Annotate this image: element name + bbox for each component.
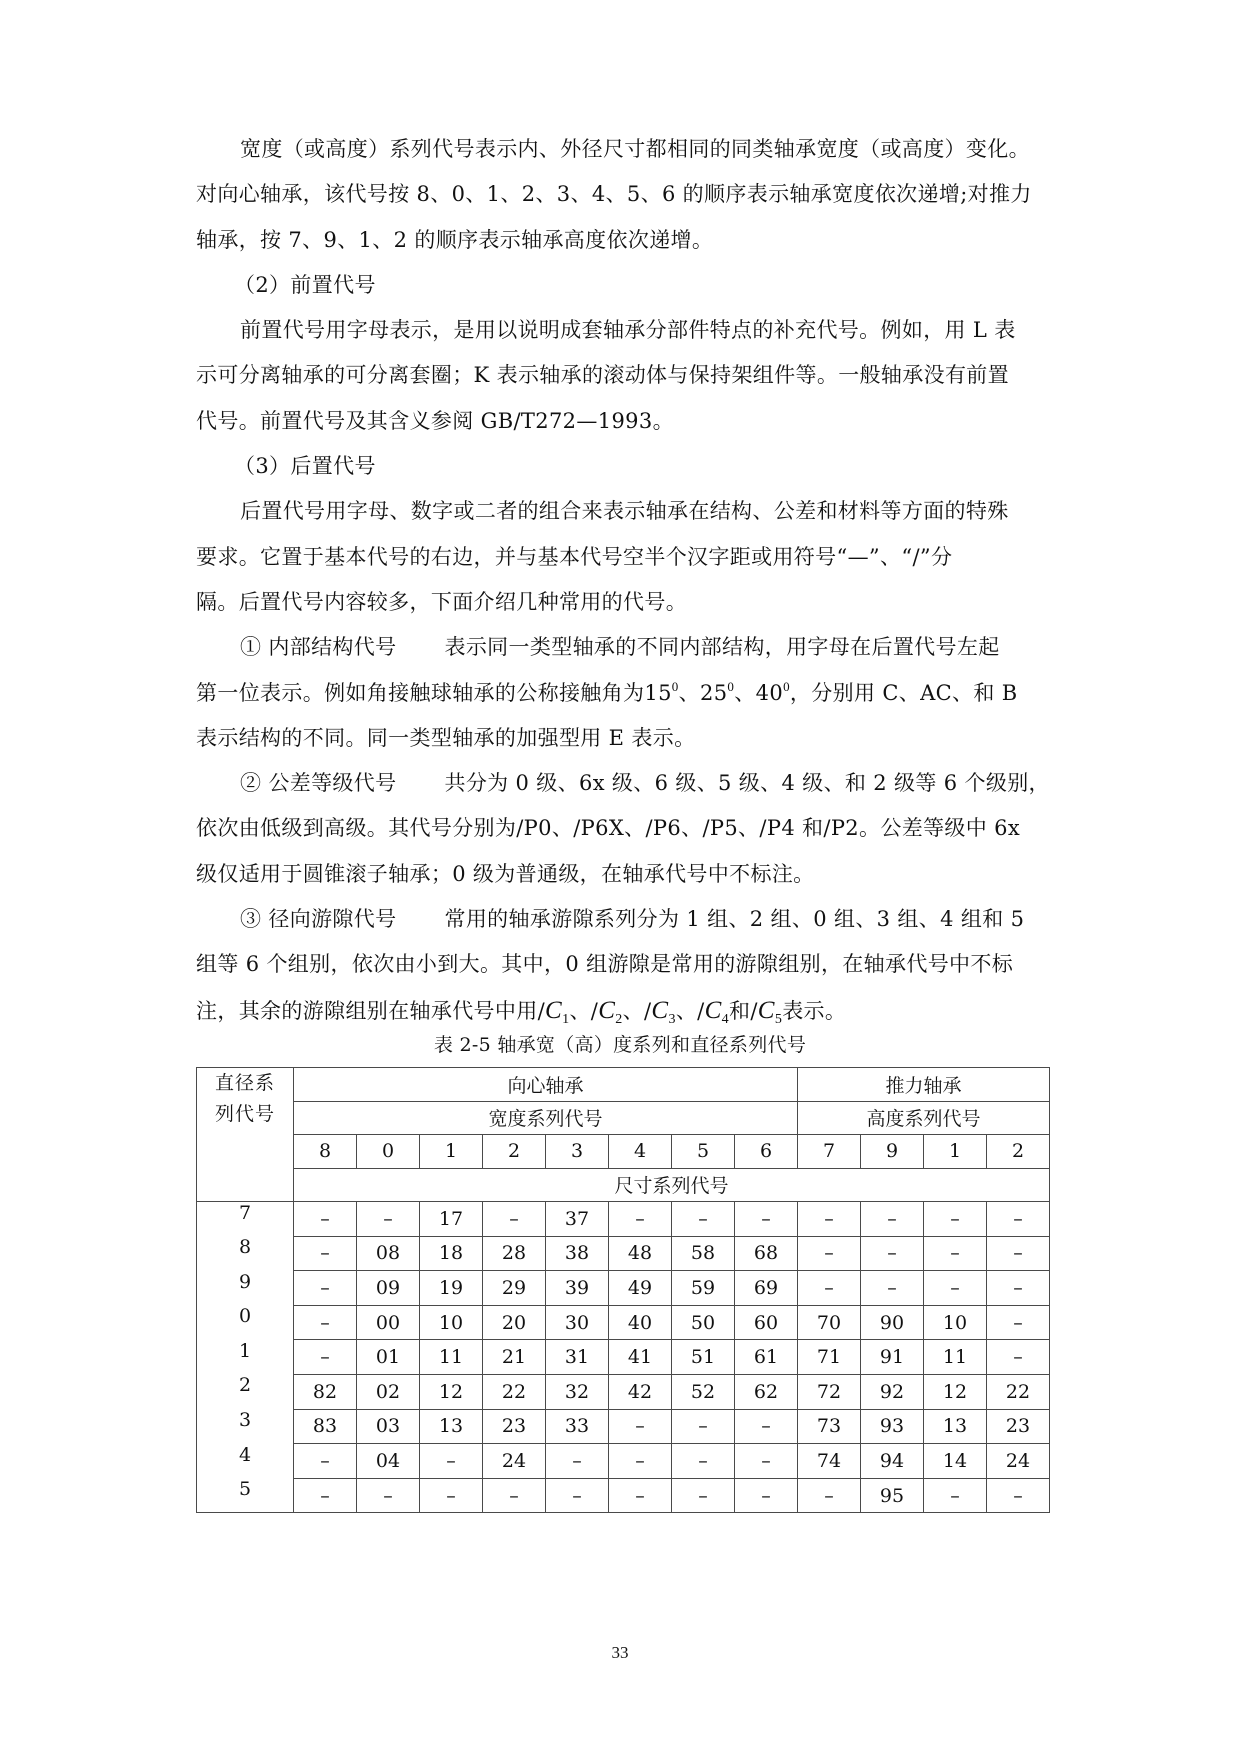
group-header-radial: 向心轴承 xyxy=(294,1068,798,1102)
size-series-cell: – xyxy=(987,1236,1050,1271)
size-series-cell: 49 xyxy=(609,1271,672,1306)
item-tolerance-line-1 xyxy=(196,761,1114,806)
separator: 、 xyxy=(734,680,756,705)
size-series-cell: 58 xyxy=(672,1236,735,1271)
size-series-cell: – xyxy=(798,1236,861,1271)
diameter-series-cell: 7 xyxy=(197,1202,294,1237)
size-series-cell: 04 xyxy=(357,1444,420,1479)
size-series-cell: – xyxy=(798,1478,861,1513)
item-clearance-line-3 xyxy=(196,988,1114,1033)
paragraph-width-series-line-1: 宽度（或高度）系列代号表示内、外径尺寸都相同的同类轴承宽度（或高度）变化。 xyxy=(240,137,1030,161)
size-series-cell: 13 xyxy=(924,1409,987,1444)
size-series-cell: 12 xyxy=(924,1374,987,1409)
size-series-cell: 42 xyxy=(609,1374,672,1409)
angle-40: 40 xyxy=(755,680,784,705)
item-clearance-text: 常用的轴承游隙系列分为 1 组、2 组、0 组、3 组、4 组和 5 xyxy=(444,907,1025,932)
code-slash: / xyxy=(697,998,705,1023)
code-subscript: 5 xyxy=(774,1011,783,1027)
angle-25: 25 xyxy=(700,680,728,705)
corner-header-cell xyxy=(197,1068,294,1202)
size-series-cell: – xyxy=(609,1409,672,1444)
code-letter: C xyxy=(704,996,722,1024)
size-series-cell: 92 xyxy=(861,1374,924,1409)
size-series-cell: 83 xyxy=(294,1409,357,1444)
size-series-cell: – xyxy=(609,1202,672,1237)
diameter-series-cell: 2 xyxy=(197,1374,294,1409)
size-series-cell: – xyxy=(357,1478,420,1513)
size-series-cell: – xyxy=(546,1444,609,1479)
code-slash: / xyxy=(590,998,599,1023)
size-series-cell: – xyxy=(987,1305,1050,1340)
table-row xyxy=(197,1409,1050,1444)
size-series-cell: 00 xyxy=(357,1305,420,1340)
paragraph-suffix-line-3: 隔。后置代号内容较多，下面介绍几种常用的代号。 xyxy=(196,589,688,614)
size-series-cell: 24 xyxy=(987,1444,1050,1479)
code-letter: C xyxy=(757,996,775,1024)
size-series-cell: 48 xyxy=(609,1236,672,1271)
size-series-cell: 20 xyxy=(483,1305,546,1340)
height-code-cell: 2 xyxy=(987,1135,1050,1169)
size-series-cell: – xyxy=(924,1236,987,1271)
clearance-code-c xyxy=(598,996,623,1027)
size-series-cell: – xyxy=(798,1271,861,1306)
size-series-cell: – xyxy=(294,1478,357,1513)
height-code-cell: 7 xyxy=(798,1135,861,1169)
size-series-cell: 21 xyxy=(483,1340,546,1375)
item-tolerance-line-3: 级仅适用于圆锥滚子轴承；0 级为普通级，在轴承代号中不标注。 xyxy=(196,861,815,886)
item-tolerance-text: 共分为 0 级、6x 级、6 级、5 级、4 级、和 2 级等 6 个级别， xyxy=(444,771,1050,796)
item-internal-structure-label: ① 内部结构代号 xyxy=(240,635,397,660)
size-series-cell: – xyxy=(987,1340,1050,1375)
size-series-cell: 23 xyxy=(987,1409,1050,1444)
code-letter: C xyxy=(545,996,563,1024)
item-clearance-text-b: 表示。 xyxy=(782,998,847,1023)
corner-label-line: 直径系 xyxy=(214,1072,275,1094)
width-code-cell: 2 xyxy=(483,1135,546,1169)
table-row xyxy=(197,1478,1050,1513)
code-slash: / xyxy=(750,998,758,1023)
diameter-series-cell: 4 xyxy=(197,1444,294,1479)
angle-15: 15 xyxy=(644,680,672,705)
width-code-cell: 6 xyxy=(735,1135,798,1169)
size-series-cell: – xyxy=(294,1305,357,1340)
size-series-cell: 59 xyxy=(672,1271,735,1306)
size-series-cell: 03 xyxy=(357,1409,420,1444)
diameter-series-cell: 3 xyxy=(197,1409,294,1444)
size-series-cell: 60 xyxy=(735,1305,798,1340)
section-heading-suffix: （3）后置代号 xyxy=(234,454,376,479)
size-series-cell: 17 xyxy=(420,1202,483,1237)
clearance-code-c xyxy=(757,996,783,1027)
paragraph-suffix-line-2: 要求。它置于基本代号的右边，并与基本代号空半个汉字距或用符号“—”、“/”分 xyxy=(196,544,953,569)
size-series-cell: – xyxy=(735,1444,798,1479)
size-series-cell: 38 xyxy=(546,1236,609,1271)
size-series-cell: 51 xyxy=(672,1340,735,1375)
size-series-cell: – xyxy=(861,1236,924,1271)
item-internal-structure-line-1 xyxy=(196,625,1114,670)
size-series-cell: – xyxy=(609,1444,672,1479)
size-series-cell: – xyxy=(294,1236,357,1271)
size-series-cell: – xyxy=(357,1202,420,1237)
size-series-cell: – xyxy=(924,1478,987,1513)
width-code-cell: 4 xyxy=(609,1135,672,1169)
code-letter: C xyxy=(651,996,669,1024)
size-series-cell: 13 xyxy=(420,1409,483,1444)
size-series-cell: 28 xyxy=(483,1236,546,1271)
item-tolerance-label: ② 公差等级代号 xyxy=(240,771,397,796)
table-row xyxy=(197,1444,1050,1479)
width-code-cell: 0 xyxy=(357,1135,420,1169)
size-series-cell: 33 xyxy=(546,1409,609,1444)
size-series-cell: 39 xyxy=(546,1271,609,1306)
size-series-cell: 30 xyxy=(546,1305,609,1340)
size-series-cell: 10 xyxy=(924,1305,987,1340)
size-series-cell: 73 xyxy=(798,1409,861,1444)
size-series-cell: – xyxy=(798,1202,861,1237)
code-letter: C xyxy=(598,996,616,1024)
code-subscript: 4 xyxy=(721,1011,729,1027)
code-subscript: 3 xyxy=(668,1011,676,1027)
section-heading-prefix: （2）前置代号 xyxy=(234,272,376,297)
width-code-cell: 3 xyxy=(546,1135,609,1169)
header-row-subgroups xyxy=(197,1101,1050,1135)
size-series-cell: 19 xyxy=(420,1271,483,1306)
size-series-cell: 14 xyxy=(924,1444,987,1479)
size-series-cell: – xyxy=(735,1409,798,1444)
size-series-cell: 02 xyxy=(357,1374,420,1409)
width-code-cell: 5 xyxy=(672,1135,735,1169)
size-series-cell: 71 xyxy=(798,1340,861,1375)
size-series-cell: – xyxy=(987,1271,1050,1306)
size-series-cell: – xyxy=(294,1340,357,1375)
size-series-cell: 62 xyxy=(735,1374,798,1409)
size-series-cell: 70 xyxy=(798,1305,861,1340)
size-series-cell: 52 xyxy=(672,1374,735,1409)
size-series-cell: 10 xyxy=(420,1305,483,1340)
size-series-cell: 08 xyxy=(357,1236,420,1271)
diameter-series-cell: 0 xyxy=(197,1305,294,1340)
code-slash: / xyxy=(537,998,546,1023)
clearance-code-c xyxy=(545,996,570,1027)
separator: 、 xyxy=(678,680,700,705)
size-series-cell: 93 xyxy=(861,1409,924,1444)
size-series-cell: 50 xyxy=(672,1305,735,1340)
page-number: 33 xyxy=(611,1643,629,1662)
size-series-cell: 90 xyxy=(861,1305,924,1340)
width-code-cell: 1 xyxy=(420,1135,483,1169)
body-text xyxy=(196,127,1114,1033)
size-series-cell: – xyxy=(924,1202,987,1237)
item-internal-structure-text-a: 第一位表示。例如角接触球轴承的公称接触角为 xyxy=(196,680,645,705)
size-series-cell: 11 xyxy=(420,1340,483,1375)
paragraph-suffix-line-1: 后置代号用字母、数字或二者的组合来表示轴承在结构、公差和材料等方面的特殊 xyxy=(240,499,1009,524)
size-series-cell: 31 xyxy=(546,1340,609,1375)
size-series-cell: 82 xyxy=(294,1374,357,1409)
header-row-size-series xyxy=(197,1168,1050,1202)
size-series-cell: – xyxy=(735,1202,798,1237)
header-row-codes xyxy=(197,1135,1050,1169)
table-caption: 表 2-5 轴承宽（高）度系列和直径系列代号 xyxy=(433,1034,807,1056)
paragraph-width-series-line-3: 轴承，按 7、9、1、2 的顺序表示轴承高度依次递增。 xyxy=(196,227,714,252)
size-series-cell: – xyxy=(987,1202,1050,1237)
size-series-cell: 68 xyxy=(735,1236,798,1271)
size-series-cell: – xyxy=(483,1478,546,1513)
height-code-cell: 1 xyxy=(924,1135,987,1169)
clearance-codes xyxy=(537,996,783,1027)
item-clearance-line-1 xyxy=(196,897,1114,942)
paragraph-prefix-line-1: 前置代号用字母表示，是用以说明成套轴承分部件特点的补充代号。例如，用 L 表 xyxy=(240,318,1016,343)
item-internal-structure-line-2 xyxy=(196,671,1114,716)
group-header-thrust: 推力轴承 xyxy=(798,1068,1050,1102)
size-series-cell: 95 xyxy=(861,1478,924,1513)
size-series-cell: 41 xyxy=(609,1340,672,1375)
item-internal-structure-line-3: 表示结构的不同。同一类型轴承的加强型用 E 表示。 xyxy=(196,725,696,750)
size-series-cell: – xyxy=(861,1202,924,1237)
size-series-cell: 22 xyxy=(483,1374,546,1409)
diameter-series-cell: 9 xyxy=(197,1271,294,1306)
size-series-cell: 22 xyxy=(987,1374,1050,1409)
size-series-cell: 32 xyxy=(546,1374,609,1409)
size-series-cell: 72 xyxy=(798,1374,861,1409)
height-code-cell: 9 xyxy=(861,1135,924,1169)
corner-label-line: 列代号 xyxy=(214,1103,275,1125)
size-series-cell: – xyxy=(924,1271,987,1306)
item-clearance-line-2: 组等 6 个组别，依次由小到大。其中，0 组游隙是常用的游隙组别，在轴承代号中不标 xyxy=(196,952,1014,977)
table-row xyxy=(197,1271,1050,1306)
code-slash: / xyxy=(643,998,652,1023)
code-separator: 、 xyxy=(675,998,698,1023)
item-tolerance-line-2: 依次由低级到高级。其代号分别为/P0、/P6X、/P6、/P5、/P4 和/P2。公差等级中 6x xyxy=(196,816,1021,841)
size-series-cell: 37 xyxy=(546,1202,609,1237)
code-and: 和 xyxy=(729,998,751,1023)
size-series-cell: 74 xyxy=(798,1444,861,1479)
size-series-cell: – xyxy=(987,1478,1050,1513)
clearance-code-c xyxy=(704,996,729,1027)
item-internal-structure-text: 表示同一类型轴承的不同内部结构，用字母在后置代号左起 xyxy=(444,635,1000,660)
paragraph-prefix-line-2: 示可分离轴承的可分离套圈；K 表示轴承的滚动体与保持架组件等。一般轴承没有前置 xyxy=(196,363,1010,388)
size-series-cell: – xyxy=(735,1478,798,1513)
size-series-header: 尺寸系列代号 xyxy=(294,1168,1050,1202)
code-subscript: 2 xyxy=(615,1011,623,1027)
size-series-cell: – xyxy=(546,1478,609,1513)
size-series-cell: – xyxy=(294,1271,357,1306)
size-series-cell: – xyxy=(294,1202,357,1237)
degree-mark: 0 xyxy=(783,678,790,694)
size-series-cell: 94 xyxy=(861,1444,924,1479)
series-code-table xyxy=(196,1067,1050,1513)
subheader-height-series: 高度系列代号 xyxy=(798,1101,1050,1135)
size-series-cell: 29 xyxy=(483,1271,546,1306)
table-row xyxy=(197,1340,1050,1375)
size-series-cell: – xyxy=(294,1444,357,1479)
size-series-cell: – xyxy=(609,1478,672,1513)
degree-mark: 0 xyxy=(671,678,679,694)
size-series-cell: 12 xyxy=(420,1374,483,1409)
item-clearance-label: ③ 径向游隙代号 xyxy=(240,907,397,932)
table-row xyxy=(197,1202,1050,1237)
size-series-cell: – xyxy=(420,1444,483,1479)
degree-mark: 0 xyxy=(727,678,735,694)
size-series-cell: 09 xyxy=(357,1271,420,1306)
diameter-series-cell: 8 xyxy=(197,1236,294,1271)
width-code-cell: 8 xyxy=(294,1135,357,1169)
diameter-series-cell: 5 xyxy=(197,1478,294,1513)
size-series-cell: 24 xyxy=(483,1444,546,1479)
item-internal-structure-text-b: ，分别用 C、AC、和 B xyxy=(789,680,1018,705)
size-series-cell: – xyxy=(672,1478,735,1513)
header-row-groups xyxy=(197,1068,1050,1102)
size-series-cell: 11 xyxy=(924,1340,987,1375)
clearance-code-c xyxy=(651,996,676,1027)
code-separator: 、 xyxy=(622,998,644,1023)
size-series-cell: 23 xyxy=(483,1409,546,1444)
size-series-cell: – xyxy=(420,1478,483,1513)
size-series-cell: – xyxy=(672,1202,735,1237)
code-separator: 、 xyxy=(569,998,591,1023)
diameter-series-cell: 1 xyxy=(197,1340,294,1375)
item-clearance-text-a: 注，其余的游隙组别在轴承代号中用 xyxy=(196,998,538,1023)
size-series-cell: – xyxy=(672,1444,735,1479)
size-series-cell: 69 xyxy=(735,1271,798,1306)
size-series-cell: 40 xyxy=(609,1305,672,1340)
code-subscript: 1 xyxy=(562,1011,570,1027)
size-series-cell: – xyxy=(861,1271,924,1306)
size-series-cell: 18 xyxy=(420,1236,483,1271)
table-row xyxy=(197,1374,1050,1409)
paragraph-prefix-line-3: 代号。前置代号及其含义参阅 GB/T272—1993。 xyxy=(196,408,674,433)
size-series-cell: 91 xyxy=(861,1340,924,1375)
size-series-cell: 01 xyxy=(357,1340,420,1375)
table-row xyxy=(197,1305,1050,1340)
size-series-cell: – xyxy=(483,1202,546,1237)
subheader-width-series: 宽度系列代号 xyxy=(294,1101,798,1135)
table-row xyxy=(197,1236,1050,1271)
paragraph-width-series-line-2: 对向心轴承，该代号按 8、0、1、2、3、4、5、6 的顺序表示轴承宽度依次递增;对推力 xyxy=(196,182,1032,207)
size-series-cell: – xyxy=(672,1409,735,1444)
size-series-cell: 61 xyxy=(735,1340,798,1375)
